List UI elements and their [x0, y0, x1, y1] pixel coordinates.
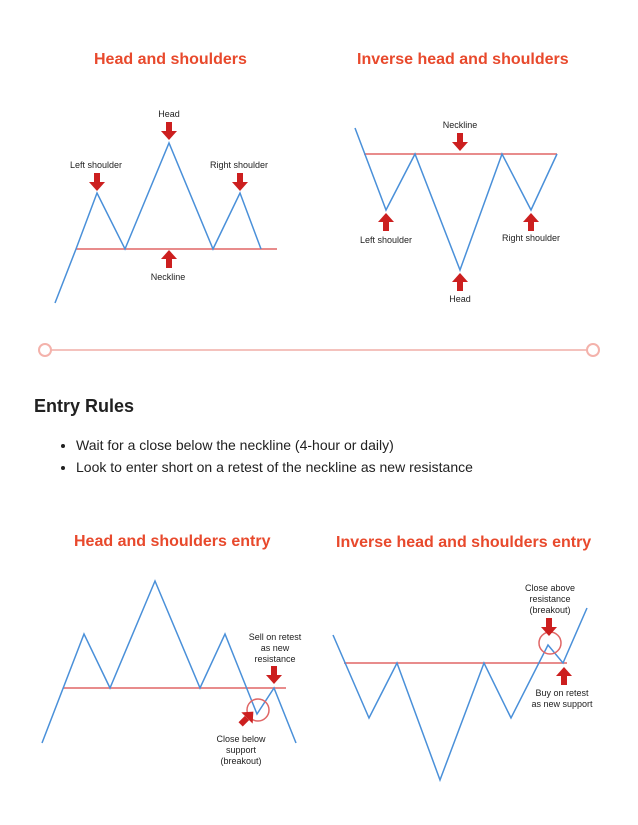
hs-title: Head and shoulders	[94, 51, 247, 68]
hs-entry-sell-line3: resistance	[254, 654, 296, 664]
ihs-title: Inverse head and shoulders	[357, 51, 569, 68]
ihs-entry-close-line1: Close above	[524, 583, 576, 593]
ihs-entry-title: Inverse head and shoulders entry	[336, 534, 592, 551]
ihs-entry-close-line2: resistance	[529, 594, 571, 604]
hs-entry-sell-line1: Sell on retest	[248, 632, 302, 642]
entry-rule-item: • Wait for a close below the neckline (4-hour or daily)	[76, 436, 473, 454]
hs-label-neckline: Neckline	[150, 272, 186, 282]
ihs-entry-close-line3: (breakout)	[529, 605, 571, 615]
ihs-label-head: Head	[449, 294, 471, 304]
hs-entry-close-line1: Close below	[216, 734, 266, 744]
entry-rules-heading: Entry Rules	[34, 396, 135, 416]
hs-entry-close-line3: (breakout)	[220, 756, 262, 766]
arrow-up-icon	[556, 667, 572, 685]
ihs-label-left-shoulder: Left shoulder	[359, 235, 413, 245]
hs-label-head: Head	[158, 109, 180, 119]
ihs-entry-breakout-circle	[539, 632, 561, 654]
hs-label-left-shoulder: Left shoulder	[69, 160, 123, 170]
hs-entry-sell-line2: as new	[260, 643, 290, 653]
hs-entry-close-line2: support	[225, 745, 257, 755]
hs-entry-title: Head and shoulders entry	[74, 533, 271, 550]
entry-rule-item: • Look to enter short on a retest of the neckline as new resistance	[76, 458, 473, 476]
hs-label-right-shoulder: Right shoulder	[209, 160, 269, 170]
ihs-entry-buy-line1: Buy on retest	[535, 688, 589, 698]
ihs-label-right-shoulder: Right shoulder	[501, 233, 561, 243]
ihs-label-neckline: Neckline	[442, 120, 478, 130]
ihs-entry-buy-line2: as new support	[531, 699, 593, 709]
